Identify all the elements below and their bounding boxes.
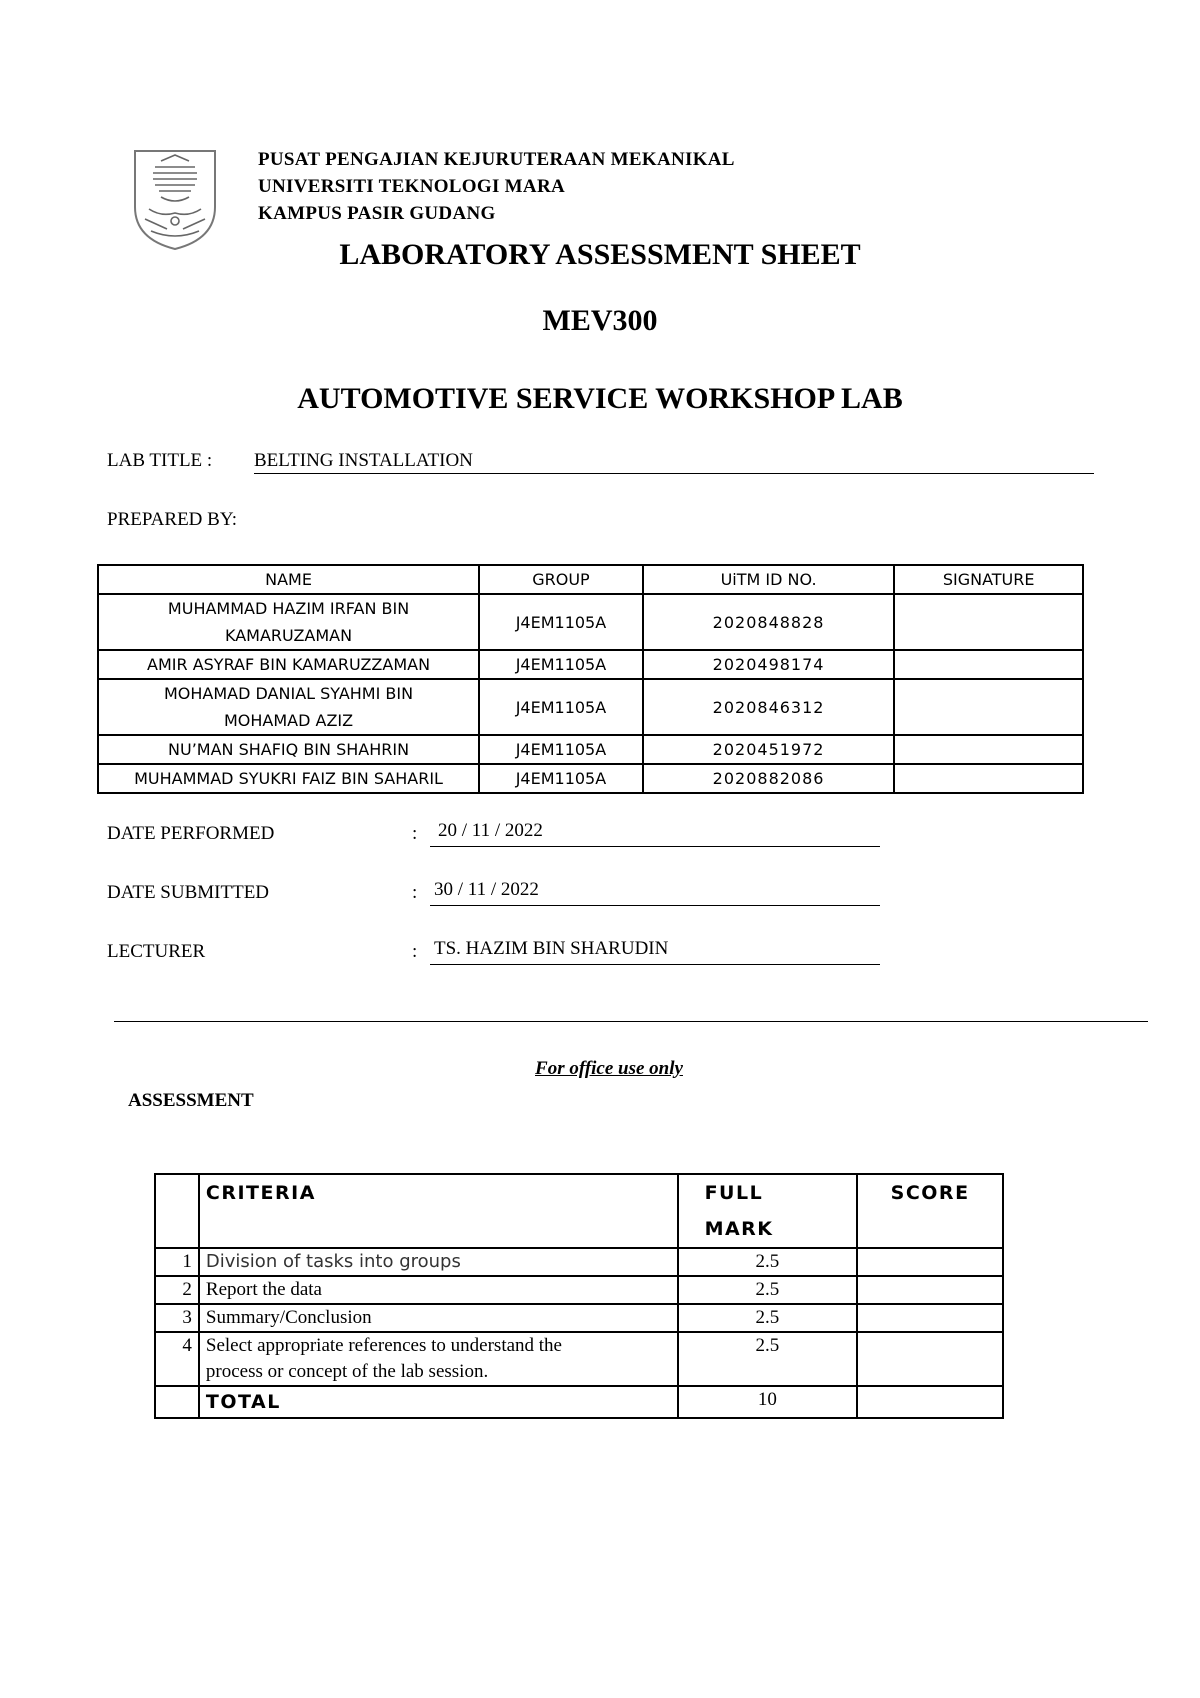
table-row xyxy=(155,1332,1003,1386)
member-signature xyxy=(894,764,1083,793)
member-signature xyxy=(894,679,1083,735)
full-mark: 2.5 xyxy=(678,1276,858,1304)
colon: : xyxy=(412,882,418,903)
date-submitted-value: 30 / 11 / 2022 xyxy=(434,879,539,900)
criteria-text: Report the data xyxy=(199,1276,678,1304)
col-id-header: UiTM ID NO. xyxy=(643,565,894,594)
school-name: PUSAT PENGAJIAN KEJURUTERAAN MEKANIKAL xyxy=(258,149,735,170)
member-signature xyxy=(894,594,1083,650)
table-row xyxy=(98,650,1083,679)
member-id: 2020451972 xyxy=(643,735,894,764)
lab-title-label: LAB TITLE : xyxy=(107,450,213,471)
criteria-text: Summary/Conclusion xyxy=(199,1304,678,1332)
institution-header xyxy=(258,146,735,227)
member-name: MOHAMAD DANIAL SYAHMI BIN MOHAMAD AZIZ xyxy=(98,679,479,735)
score xyxy=(857,1276,1003,1304)
colon: : xyxy=(412,823,418,844)
full-mark: 2.5 xyxy=(678,1248,858,1276)
score xyxy=(857,1248,1003,1276)
date-performed-label: DATE PERFORMED xyxy=(107,823,275,844)
colon: : xyxy=(412,941,418,962)
criteria-text: Select appropriate references to understand the process or concept of the lab session. xyxy=(199,1332,678,1386)
members-header-row xyxy=(98,565,1083,594)
col-name-header: NAME xyxy=(98,565,479,594)
row-number: 4 xyxy=(155,1332,199,1386)
member-name: AMIR ASYRAF BIN KAMARUZZAMAN xyxy=(98,650,479,679)
member-id: 2020846312 xyxy=(643,679,894,735)
member-name: MUHAMMAD HAZIM IRFAN BIN KAMARUZAMAN xyxy=(98,594,479,650)
member-group: J4EM1105A xyxy=(479,650,643,679)
date-performed-value: 20 / 11 / 2022 xyxy=(438,820,543,841)
prepared-by-label: PREPARED BY: xyxy=(107,509,238,530)
member-id: 2020498174 xyxy=(643,650,894,679)
col-score-header: SCORE xyxy=(857,1174,1003,1248)
row-number: 1 xyxy=(155,1248,199,1276)
table-row xyxy=(155,1276,1003,1304)
university-name: UNIVERSITI TEKNOLOGI MARA xyxy=(258,176,565,197)
col-full-mark-header: FULL MARK xyxy=(678,1174,858,1248)
member-id: 2020848828 xyxy=(643,594,894,650)
score xyxy=(857,1332,1003,1386)
full-mark: 2.5 xyxy=(678,1304,858,1332)
assessment-table xyxy=(154,1173,1004,1419)
member-signature xyxy=(894,735,1083,764)
lecturer-field xyxy=(430,938,880,965)
campus-name: KAMPUS PASIR GUDANG xyxy=(258,203,496,224)
member-name: MUHAMMAD SYUKRI FAIZ BIN SAHARIL xyxy=(98,764,479,793)
lab-title-field xyxy=(254,450,1094,474)
assessment-label: ASSESSMENT xyxy=(128,1090,254,1111)
lab-title-value: BELTING INSTALLATION xyxy=(254,450,473,471)
table-row xyxy=(155,1304,1003,1332)
member-signature xyxy=(894,650,1083,679)
total-row xyxy=(155,1386,1003,1418)
member-group: J4EM1105A xyxy=(479,594,643,650)
lecturer-value: TS. HAZIM BIN SHARUDIN xyxy=(434,938,669,959)
table-row xyxy=(155,1248,1003,1276)
table-row xyxy=(98,764,1083,793)
total-score xyxy=(857,1386,1003,1418)
full-mark: 2.5 xyxy=(678,1332,858,1386)
score xyxy=(857,1304,1003,1332)
university-logo xyxy=(131,147,219,251)
office-use-note: For office use only xyxy=(535,1058,683,1079)
date-performed-field xyxy=(430,820,880,847)
row-number: 2 xyxy=(155,1276,199,1304)
row-number: 3 xyxy=(155,1304,199,1332)
table-row xyxy=(98,594,1083,650)
total-label: TOTAL xyxy=(199,1386,678,1418)
sheet-title: LABORATORY ASSESSMENT SHEET xyxy=(339,238,861,271)
criteria-text: Division of tasks into groups xyxy=(199,1248,678,1276)
row-number xyxy=(155,1386,199,1418)
col-criteria-header: CRITERIA xyxy=(199,1174,678,1248)
date-submitted-label: DATE SUBMITTED xyxy=(107,882,270,903)
total-mark: 10 xyxy=(678,1386,858,1418)
member-group: J4EM1105A xyxy=(479,764,643,793)
date-submitted-field xyxy=(430,879,880,906)
table-row xyxy=(98,679,1083,735)
table-row xyxy=(98,735,1083,764)
member-group: J4EM1105A xyxy=(479,735,643,764)
member-id: 2020882086 xyxy=(643,764,894,793)
course-title: AUTOMOTIVE SERVICE WORKSHOP LAB xyxy=(297,382,903,415)
assessment-header-row xyxy=(155,1174,1003,1248)
col-signature-header: SIGNATURE xyxy=(894,565,1083,594)
course-code: MEV300 xyxy=(542,304,658,337)
member-group: J4EM1105A xyxy=(479,679,643,735)
members-table xyxy=(97,564,1084,794)
col-group-header: GROUP xyxy=(479,565,643,594)
lecturer-label: LECTURER xyxy=(107,941,206,962)
member-name: NU’MAN SHAFIQ BIN SHAHRIN xyxy=(98,735,479,764)
col-no-header xyxy=(155,1174,199,1248)
divider xyxy=(114,1021,1148,1022)
